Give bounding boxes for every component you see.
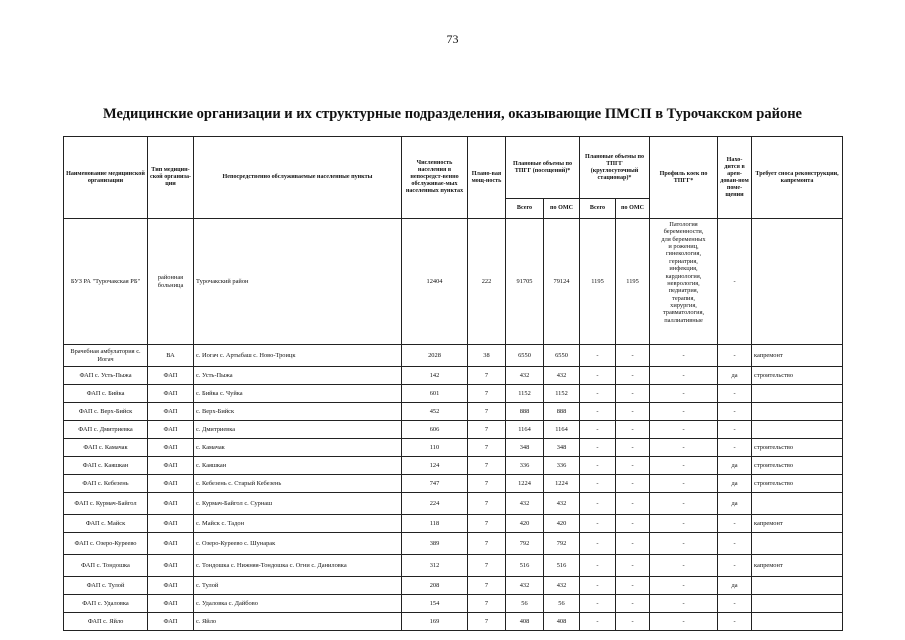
cell-profile: - bbox=[650, 345, 718, 367]
table-row bbox=[64, 403, 843, 421]
cell-capacity: 7 bbox=[468, 533, 506, 555]
cell-profile: - bbox=[650, 493, 718, 515]
cell-type: ФАП bbox=[148, 457, 194, 475]
table-row bbox=[64, 555, 843, 577]
profile-line: паллиативные bbox=[664, 316, 703, 324]
cell-demolition: строительство bbox=[752, 457, 843, 475]
cell-settlements: с. Удаловка с. Дайбово bbox=[194, 595, 402, 613]
header-tpgg-hospital: Плановые объемы по ТПГГ (круглосуточный стационар)* bbox=[580, 137, 650, 199]
cell-rented: - bbox=[718, 345, 752, 367]
cell-rented: - bbox=[718, 421, 752, 439]
cell-population: 2028 bbox=[402, 345, 468, 367]
cell-visits-oms: 888 bbox=[544, 403, 580, 421]
table-row bbox=[64, 577, 843, 595]
cell-profile: - bbox=[650, 367, 718, 385]
cell-name: ФАП с. Удаловка bbox=[64, 595, 148, 613]
header-type: Тип медицин-ской организа-ции bbox=[148, 137, 194, 219]
cell-profile bbox=[650, 219, 718, 345]
cell-visits-oms: 1164 bbox=[544, 421, 580, 439]
cell-type: ФАП bbox=[148, 577, 194, 595]
profile-line: травматология, bbox=[662, 309, 705, 317]
table-row bbox=[64, 385, 843, 403]
cell-name: ФАП с. Майск bbox=[64, 515, 148, 533]
cell-visits-total: 1152 bbox=[506, 385, 544, 403]
cell-demolition bbox=[752, 403, 843, 421]
cell-settlements: с. Майск с. Тадон bbox=[194, 515, 402, 533]
cell-hosp-total: - bbox=[580, 533, 616, 555]
cell-type: ФАП bbox=[148, 385, 194, 403]
cell-population: 452 bbox=[402, 403, 468, 421]
cell-type: ФАП bbox=[148, 555, 194, 577]
table-row bbox=[64, 493, 843, 515]
cell-settlements: с. Кебезень с. Старый Кебезень bbox=[194, 475, 402, 493]
cell-population: 118 bbox=[402, 515, 468, 533]
cell-hosp-oms: - bbox=[616, 555, 650, 577]
cell-type: ФАП bbox=[148, 475, 194, 493]
cell-hosp-oms: - bbox=[616, 515, 650, 533]
header-population: Численность населения в непосредст-венно обслуживае-мых населенных пунктах bbox=[402, 137, 468, 219]
cell-demolition: строительство bbox=[752, 475, 843, 493]
cell-rented: - bbox=[718, 403, 752, 421]
cell-rented: да bbox=[718, 475, 752, 493]
cell-visits-oms: 516 bbox=[544, 555, 580, 577]
cell-population: 124 bbox=[402, 457, 468, 475]
header-capacity: Плано-вая мощ-ность bbox=[468, 137, 506, 219]
cell-hosp-total: - bbox=[580, 421, 616, 439]
cell-hosp-oms: - bbox=[616, 595, 650, 613]
cell-demolition: строительство bbox=[752, 439, 843, 457]
cell-visits-total: 432 bbox=[506, 577, 544, 595]
cell-rented: - bbox=[718, 533, 752, 555]
table-row bbox=[64, 533, 843, 555]
header-name: Наименование медицинской организации bbox=[64, 137, 148, 219]
cell-name: ФАП с. Дмитриевка bbox=[64, 421, 148, 439]
cell-profile: - bbox=[650, 385, 718, 403]
cell-capacity: 7 bbox=[468, 577, 506, 595]
cell-name: ФАП с. Усть-Пыжа bbox=[64, 367, 148, 385]
cell-demolition bbox=[752, 219, 843, 345]
cell-population: 389 bbox=[402, 533, 468, 555]
cell-capacity: 7 bbox=[468, 457, 506, 475]
cell-visits-oms: 56 bbox=[544, 595, 580, 613]
cell-hosp-oms: - bbox=[616, 385, 650, 403]
header-profile: Профиль коек по ТПГГ* bbox=[650, 137, 718, 219]
header-rented: Нахо-дится в арен-дован-ном поме-щении bbox=[718, 137, 752, 219]
cell-visits-oms: 432 bbox=[544, 367, 580, 385]
cell-rented: да bbox=[718, 577, 752, 595]
cell-demolition bbox=[752, 493, 843, 515]
cell-visits-oms: 79124 bbox=[544, 219, 580, 345]
cell-demolition bbox=[752, 421, 843, 439]
header-tpgg-visits: Плановые объемы по ТПГГ (посещений)* bbox=[506, 137, 580, 199]
cell-hosp-oms: - bbox=[616, 345, 650, 367]
table-row bbox=[64, 219, 843, 345]
cell-capacity: 38 bbox=[468, 345, 506, 367]
cell-visits-total: 432 bbox=[506, 367, 544, 385]
cell-name: ФАП с. Тулой bbox=[64, 577, 148, 595]
cell-population: 154 bbox=[402, 595, 468, 613]
cell-type: районная больница bbox=[148, 219, 194, 345]
cell-hosp-oms: - bbox=[616, 533, 650, 555]
cell-settlements: с. Озеро-Куреево с. Шунарак bbox=[194, 533, 402, 555]
header-hosp-total: Всего bbox=[580, 199, 616, 219]
cell-profile: - bbox=[650, 457, 718, 475]
cell-rented: - bbox=[718, 515, 752, 533]
cell-name: ФАП с. Каяшкан bbox=[64, 457, 148, 475]
cell-rented: - bbox=[718, 613, 752, 631]
cell-settlements: с. Курмач-Байгол с. Сурнаш bbox=[194, 493, 402, 515]
header-hosp-oms: по ОМС bbox=[616, 199, 650, 219]
cell-visits-oms: 348 bbox=[544, 439, 580, 457]
cell-hosp-total: - bbox=[580, 385, 616, 403]
organizations-table bbox=[63, 136, 843, 631]
cell-profile: - bbox=[650, 515, 718, 533]
cell-visits-total: 1224 bbox=[506, 475, 544, 493]
cell-profile: - bbox=[650, 577, 718, 595]
cell-visits-total: 91705 bbox=[506, 219, 544, 345]
cell-profile: - bbox=[650, 421, 718, 439]
cell-demolition: капремонт bbox=[752, 345, 843, 367]
cell-settlements: с. Каяшкан bbox=[194, 457, 402, 475]
cell-visits-total: 1164 bbox=[506, 421, 544, 439]
profile-line: Патология bbox=[669, 221, 698, 228]
cell-rented: да bbox=[718, 457, 752, 475]
cell-population: 224 bbox=[402, 493, 468, 515]
table-row bbox=[64, 515, 843, 533]
cell-visits-oms: 432 bbox=[544, 493, 580, 515]
cell-visits-total: 348 bbox=[506, 439, 544, 457]
cell-capacity: 7 bbox=[468, 493, 506, 515]
cell-demolition: строительство bbox=[752, 367, 843, 385]
cell-capacity: 7 bbox=[468, 613, 506, 631]
cell-name: ФАП с. Курмач-Байгол bbox=[64, 493, 148, 515]
cell-profile: - bbox=[650, 595, 718, 613]
table-row bbox=[64, 439, 843, 457]
cell-visits-oms: 1152 bbox=[544, 385, 580, 403]
cell-settlements: с. Яйло bbox=[194, 613, 402, 631]
profile-line: беременности, bbox=[663, 228, 704, 236]
cell-name: ФАП с. Яйло bbox=[64, 613, 148, 631]
cell-rented: - bbox=[718, 439, 752, 457]
cell-name: БУЗ РА "Турочакская РБ" bbox=[64, 219, 148, 345]
cell-rented: - bbox=[718, 385, 752, 403]
cell-demolition bbox=[752, 385, 843, 403]
table-row bbox=[64, 421, 843, 439]
cell-visits-total: 792 bbox=[506, 533, 544, 555]
profile-line: педиатрия, bbox=[668, 287, 699, 295]
cell-hosp-total: - bbox=[580, 515, 616, 533]
cell-demolition: капремонт bbox=[752, 515, 843, 533]
cell-visits-total: 420 bbox=[506, 515, 544, 533]
cell-population: 208 bbox=[402, 577, 468, 595]
table-row bbox=[64, 613, 843, 631]
profile-line: гинекология, bbox=[665, 250, 702, 258]
cell-visits-total: 336 bbox=[506, 457, 544, 475]
table-row bbox=[64, 367, 843, 385]
profile-line: кардиология, bbox=[665, 272, 702, 280]
cell-rented: - bbox=[718, 595, 752, 613]
cell-hosp-oms: - bbox=[616, 613, 650, 631]
cell-name: ФАП с. Бийка bbox=[64, 385, 148, 403]
cell-hosp-total: - bbox=[580, 613, 616, 631]
cell-hosp-total: - bbox=[580, 403, 616, 421]
table-row bbox=[64, 345, 843, 367]
cell-settlements: с. Верх-Бийск bbox=[194, 403, 402, 421]
cell-capacity: 7 bbox=[468, 403, 506, 421]
cell-hosp-oms: - bbox=[616, 403, 650, 421]
cell-type: ФАП bbox=[148, 515, 194, 533]
cell-visits-oms: 420 bbox=[544, 515, 580, 533]
cell-hosp-total: - bbox=[580, 457, 616, 475]
cell-population: 169 bbox=[402, 613, 468, 631]
cell-profile: - bbox=[650, 403, 718, 421]
profile-line: и рожениц, bbox=[668, 243, 699, 251]
cell-population: 12404 bbox=[402, 219, 468, 345]
cell-demolition bbox=[752, 595, 843, 613]
cell-visits-total: 56 bbox=[506, 595, 544, 613]
cell-type: ФАП bbox=[148, 613, 194, 631]
cell-demolition: капремонт bbox=[752, 555, 843, 577]
cell-population: 312 bbox=[402, 555, 468, 577]
cell-name: ФАП с. Тондошка bbox=[64, 555, 148, 577]
cell-profile: - bbox=[650, 533, 718, 555]
cell-population: 110 bbox=[402, 439, 468, 457]
cell-settlements: с. Бийка с. Чуйка bbox=[194, 385, 402, 403]
header-settlements: Непосредственно обслуживаемые населенные пункты bbox=[194, 137, 402, 219]
profile-line: хирургия, bbox=[670, 301, 697, 309]
cell-visits-oms: 1224 bbox=[544, 475, 580, 493]
cell-capacity: 7 bbox=[468, 367, 506, 385]
cell-hosp-oms: - bbox=[616, 421, 650, 439]
cell-name: Врачебная амбулатория с. Иогач bbox=[64, 345, 148, 367]
cell-capacity: 7 bbox=[468, 595, 506, 613]
cell-hosp-total: - bbox=[580, 345, 616, 367]
cell-hosp-total: 1195 bbox=[580, 219, 616, 345]
cell-type: ФАП bbox=[148, 421, 194, 439]
cell-visits-oms: 432 bbox=[544, 577, 580, 595]
cell-visits-total: 888 bbox=[506, 403, 544, 421]
cell-name: ФАП с. Камачак bbox=[64, 439, 148, 457]
table-row bbox=[64, 595, 843, 613]
cell-hosp-total: - bbox=[580, 595, 616, 613]
profile-line: инфекция, bbox=[669, 265, 698, 273]
cell-settlements: с. Тулой bbox=[194, 577, 402, 595]
cell-name: ФАП с. Озеро-Куреево bbox=[64, 533, 148, 555]
cell-visits-total: 516 bbox=[506, 555, 544, 577]
cell-profile: - bbox=[650, 613, 718, 631]
cell-rented: да bbox=[718, 367, 752, 385]
cell-capacity: 7 bbox=[468, 555, 506, 577]
cell-hosp-total: - bbox=[580, 439, 616, 457]
cell-capacity: 7 bbox=[468, 475, 506, 493]
cell-type: ФАП bbox=[148, 367, 194, 385]
cell-profile: - bbox=[650, 475, 718, 493]
cell-settlements: с. Усть-Пыжа bbox=[194, 367, 402, 385]
cell-hosp-total: - bbox=[580, 367, 616, 385]
cell-name: ФАП с. Кебезень bbox=[64, 475, 148, 493]
cell-visits-oms: 792 bbox=[544, 533, 580, 555]
header-demolition: Требует сноса реконструкции, капремонта bbox=[752, 137, 843, 219]
cell-demolition bbox=[752, 613, 843, 631]
cell-visits-total: 432 bbox=[506, 493, 544, 515]
cell-visits-total: 6550 bbox=[506, 345, 544, 367]
page-number: 73 bbox=[446, 32, 459, 46]
cell-hosp-oms: - bbox=[616, 367, 650, 385]
cell-demolition bbox=[752, 577, 843, 595]
table-row bbox=[64, 475, 843, 493]
cell-population: 601 bbox=[402, 385, 468, 403]
cell-settlements: Турочакский район bbox=[194, 219, 402, 345]
table-row bbox=[64, 457, 843, 475]
cell-hosp-oms: - bbox=[616, 493, 650, 515]
page-title: Медицинские организации и их структурные подразделения, оказывающие ПМСП в Турочакском районе bbox=[102, 106, 802, 122]
cell-population: 606 bbox=[402, 421, 468, 439]
cell-visits-oms: 6550 bbox=[544, 345, 580, 367]
cell-settlements: с. Тондошка с. Нижняя-Тондошка с. Огни с. Даниловка bbox=[194, 555, 402, 577]
cell-visits-oms: 408 bbox=[544, 613, 580, 631]
cell-visits-oms: 336 bbox=[544, 457, 580, 475]
cell-capacity: 222 bbox=[468, 219, 506, 345]
cell-hosp-oms: - bbox=[616, 439, 650, 457]
cell-type: ФАП bbox=[148, 595, 194, 613]
header-visits-total: Всего bbox=[506, 199, 544, 219]
cell-rented: - bbox=[718, 555, 752, 577]
cell-capacity: 7 bbox=[468, 421, 506, 439]
cell-settlements: с. Камачак bbox=[194, 439, 402, 457]
cell-type: ВА bbox=[148, 345, 194, 367]
header-visits-oms: по ОМС bbox=[544, 199, 580, 219]
cell-hosp-total: - bbox=[580, 577, 616, 595]
cell-name: ФАП с. Верх-Бийск bbox=[64, 403, 148, 421]
cell-capacity: 7 bbox=[468, 385, 506, 403]
cell-hosp-oms: 1195 bbox=[616, 219, 650, 345]
cell-capacity: 7 bbox=[468, 439, 506, 457]
cell-rented: - bbox=[718, 219, 752, 345]
cell-demolition bbox=[752, 533, 843, 555]
cell-population: 142 bbox=[402, 367, 468, 385]
cell-profile: - bbox=[650, 555, 718, 577]
cell-profile: - bbox=[650, 439, 718, 457]
cell-rented: да bbox=[718, 493, 752, 515]
cell-type: ФАП bbox=[148, 403, 194, 421]
cell-hosp-total: - bbox=[580, 493, 616, 515]
cell-settlements: с. Иогач с. Артыбаш с. Ново-Троицк bbox=[194, 345, 402, 367]
cell-type: ФАП bbox=[148, 533, 194, 555]
cell-hosp-total: - bbox=[580, 475, 616, 493]
cell-settlements: с. Дмитриевка bbox=[194, 421, 402, 439]
cell-hosp-oms: - bbox=[616, 457, 650, 475]
cell-hosp-total: - bbox=[580, 555, 616, 577]
cell-hosp-oms: - bbox=[616, 577, 650, 595]
cell-type: ФАП bbox=[148, 439, 194, 457]
profile-line: неврология, bbox=[667, 279, 700, 287]
profile-line: терапия, bbox=[672, 294, 695, 302]
profile-line: для беременных bbox=[661, 235, 706, 243]
cell-visits-total: 408 bbox=[506, 613, 544, 631]
cell-capacity: 7 bbox=[468, 515, 506, 533]
profile-line: гериатрия, bbox=[669, 257, 698, 265]
cell-hosp-oms: - bbox=[616, 475, 650, 493]
cell-population: 747 bbox=[402, 475, 468, 493]
cell-type: ФАП bbox=[148, 493, 194, 515]
